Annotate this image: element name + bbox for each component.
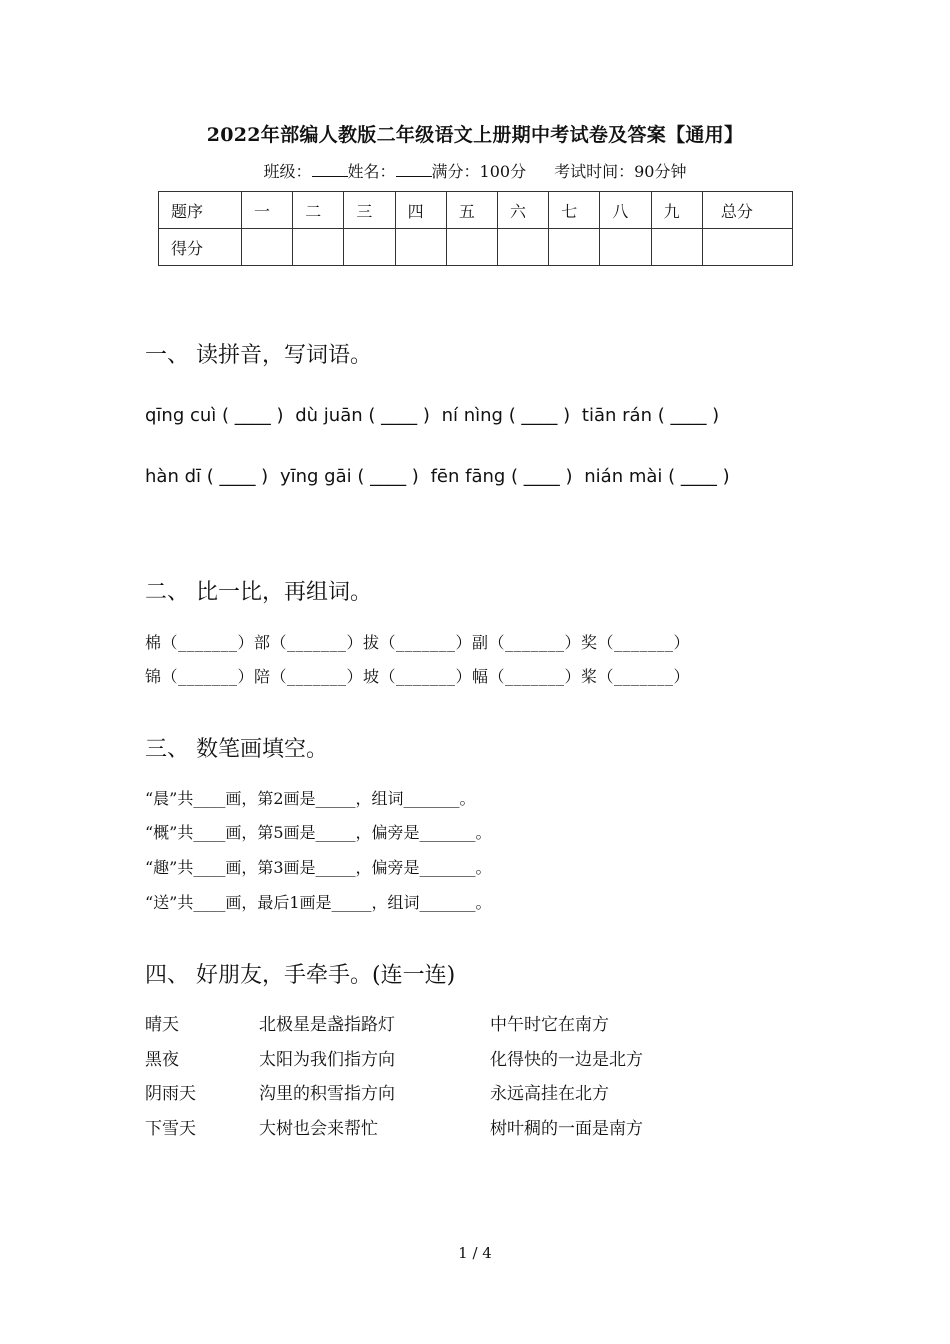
score-table-header-cell: 五	[446, 192, 497, 229]
score-table-header-row	[159, 192, 793, 229]
compare-line-2: 锦（_______）陪（_______）坡（_______）幅（_______）桨（_______）	[145, 667, 691, 686]
score-cell[interactable]	[498, 229, 549, 266]
match-right-item[interactable]: 中午时它在南方	[490, 1015, 609, 1035]
score-cell[interactable]	[549, 229, 600, 266]
match-middle-item[interactable]: 沟里的积雪指方向	[259, 1084, 395, 1104]
score-table-score-row	[159, 229, 793, 266]
score-table	[158, 191, 793, 266]
score-cell[interactable]	[242, 229, 293, 266]
exam-time: 考试时间：90分钟	[554, 162, 687, 181]
pinyin-item: nián mài ( ____ )	[584, 466, 730, 487]
match-middle-item[interactable]: 大树也会来帮忙	[259, 1119, 378, 1139]
section1-heading: 一、 读拼音，写词语。	[145, 343, 372, 368]
score-row-label: 得分	[159, 229, 242, 266]
score-cell[interactable]	[446, 229, 497, 266]
full-score: 满分：100分	[431, 162, 527, 181]
score-cell[interactable]	[600, 229, 651, 266]
score-cell[interactable]	[293, 229, 344, 266]
stroke-line: “概”共____画，第5画是_____，偏旁是_______。	[145, 823, 492, 842]
pinyin-item: qīng cuì ( ____ )	[145, 405, 284, 426]
score-table-header-cell: 三	[344, 192, 395, 229]
score-cell[interactable]	[395, 229, 446, 266]
score-cell[interactable]	[702, 229, 792, 266]
match-left-item[interactable]: 下雪天	[145, 1119, 196, 1139]
pinyin-item: ní nìng ( ____ )	[441, 405, 571, 426]
score-cell[interactable]	[344, 229, 395, 266]
pinyin-item: yīng gāi ( ____ )	[279, 466, 419, 487]
pinyin-line-1	[145, 405, 725, 426]
page-title: 2022年部编人教版二年级语文上册期中考试卷及答案【通用】	[206, 124, 744, 146]
match-left-item[interactable]: 晴天	[145, 1015, 179, 1035]
match-right-item[interactable]: 化得快的一边是北方	[490, 1050, 643, 1070]
name-blank[interactable]	[396, 162, 432, 177]
match-left-item[interactable]: 阴雨天	[145, 1084, 196, 1104]
match-right-item[interactable]: 树叶稠的一面是南方	[490, 1119, 643, 1139]
stroke-line: “趣”共____画，第3画是_____，偏旁是_______。	[145, 858, 492, 877]
class-blank[interactable]	[312, 162, 348, 177]
page-number: 1 / 4	[458, 1244, 492, 1262]
score-cell[interactable]	[651, 229, 702, 266]
score-table-header-cell: 七	[549, 192, 600, 229]
pinyin-line-2	[145, 466, 736, 487]
stroke-line: “送”共____画，最后1画是_____，组词_______。	[145, 893, 492, 912]
section3-heading: 三、 数笔画填空。	[145, 737, 328, 762]
score-table-header-cell: 题序	[159, 192, 242, 229]
pinyin-item: tiān rán ( ____ )	[581, 405, 720, 426]
compare-line-1: 棉（_______）部（_______）拔（_______）副（_______）奖（_______）	[145, 633, 691, 652]
score-table-header-cell: 八	[600, 192, 651, 229]
score-table-header-cell: 总分	[702, 192, 792, 229]
score-table-header-cell: 一	[242, 192, 293, 229]
score-table-header-cell: 二	[293, 192, 344, 229]
pinyin-item: hàn dī ( ____ )	[145, 466, 269, 487]
stroke-line: “晨”共____画，第2画是_____，组词_______。	[145, 789, 476, 808]
pinyin-item: dù juān ( ____ )	[295, 405, 430, 426]
section2-heading: 二、 比一比，再组词。	[145, 580, 372, 605]
section4-heading: 四、 好朋友，手牵手。(连一连)	[145, 963, 456, 988]
score-table-header-cell: 四	[395, 192, 446, 229]
score-table-header-cell: 六	[498, 192, 549, 229]
match-middle-item[interactable]: 太阳为我们指方向	[259, 1050, 395, 1070]
pinyin-item: fēn fāng ( ____ )	[430, 466, 573, 487]
score-table-header-cell: 九	[651, 192, 702, 229]
class-label: 班级：	[263, 162, 312, 181]
exam-info	[0, 159, 950, 182]
name-label: 姓名：	[347, 162, 396, 181]
match-left-item[interactable]: 黑夜	[145, 1050, 179, 1070]
match-right-item[interactable]: 永远高挂在北方	[490, 1084, 609, 1104]
match-middle-item[interactable]: 北极星是盏指路灯	[259, 1015, 395, 1035]
